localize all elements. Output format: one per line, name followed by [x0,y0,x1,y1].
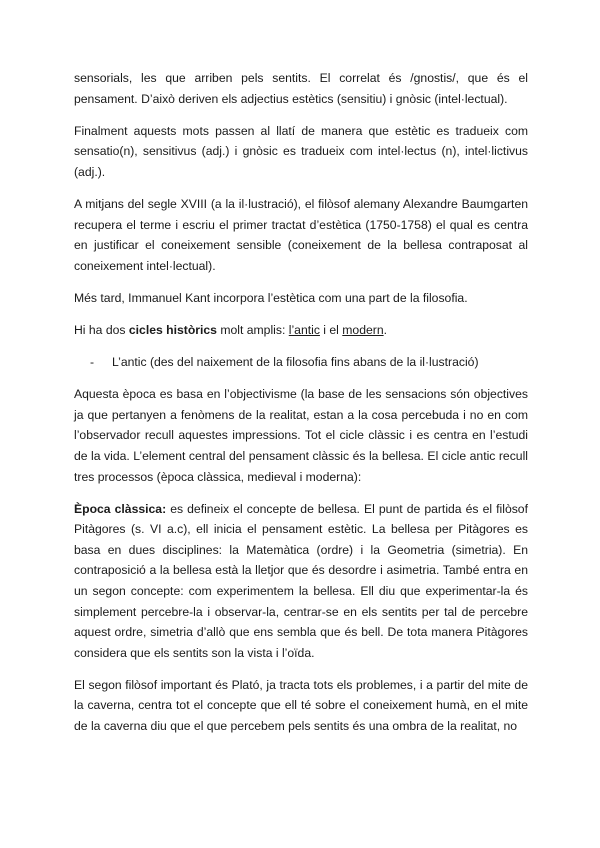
paragraph-3: A mitjans del segle XVIII (a la il·lustració), el filòsof alemany Alexandre Baumgarten recupera el terme i escriu el primer tractat d’estètica (1750-1758) el qual es centra en justificar el coneixement sensible (coneixement de la bellesa contraposat al coneixement intel·lectual). [74,196,528,273]
paragraph-5 [74,320,528,341]
epoca-classica-heading: Època clàssica: [74,501,167,516]
text-column [74,68,528,737]
bullet-text: L’antic (des del naixement de la filosofia fins abans de la il·lustració) [112,355,479,370]
paragraph-4: Més tard, Immanuel Kant incorpora l’estètica com una part de la filosofia. [74,290,468,305]
bullet-dash: - [90,355,95,370]
cycles-end: . [383,322,387,337]
paragraph-2: Finalment aquests mots passen al llatí de manera que estètic es tradueix com sensatio(n), sensitivus (adj.) i gnòsic es tradueix com intel·lectus (n), intel·lictivus (adj.). [74,123,528,179]
antic-underlined: l’antic [288,322,320,337]
paragraph-8: El segon filòsof important és Plató, ja tracta tots els problemes, i a partir del mite de la caverna, centra tot el concepte que ell té sobre el coneixement humà, en el mite de la caverna diu que el que percebem pels sentits és una ombra de la realitat, no [74,677,528,734]
paragraph-6: Aquesta època es basa en l’objectivisme (la base de les sensacions són objectives ja que pertanyen a fenòmens de la realitat, estan a la cosa percebuda i no en com l’observador recull aquestes impressions. Tot el cicle clàssic i es centra en l’estudi de la vida. L’element central del pensament clàssic és la bellesa. El cicle antic recull tres processos (època clàssica, medieval i moderna): [74,387,528,484]
epoca-classica-text: es defineix el concepte de bellesa. El punt de partida és el filòsof Pitàgores (s. VI a.c), ell inicia el pensament estètic. La bellesa per Pitàgores es basa en dues disciplines: la Matemàtica (ordre) i la Geometria (simetria). En contraposició a la bellesa està la lletjor que és desordre i asimetria. També entra en un segon concepte: com experimentem la bellesa. Ell diu que experimentar-la és simplement percebre-la i observar-la, centrar-se en els sentits per tal de percebre aquest ordre, simetria d’allò que ens sembla que és bell. De tota manera Pitàgores considera que els sentits son la vista i l’oïda. [74,501,528,660]
bullet-item [74,352,528,373]
paragraph-1: sensorials, les que arriben pels sentits. El correlat és /gnostis/, que és el pensament. D’això deriven els adjectius estètics (sensitiu) i gnòsic (intel·lectual). [74,71,528,106]
modern-underlined: modern [342,322,384,337]
cycles-and: i el [319,322,343,337]
cycles-mid: molt amplis: [216,322,289,337]
paragraph-7 [74,499,528,664]
cycles-bold: cicles històrics [128,322,217,337]
cycles-intro: Hi ha dos [74,322,129,337]
